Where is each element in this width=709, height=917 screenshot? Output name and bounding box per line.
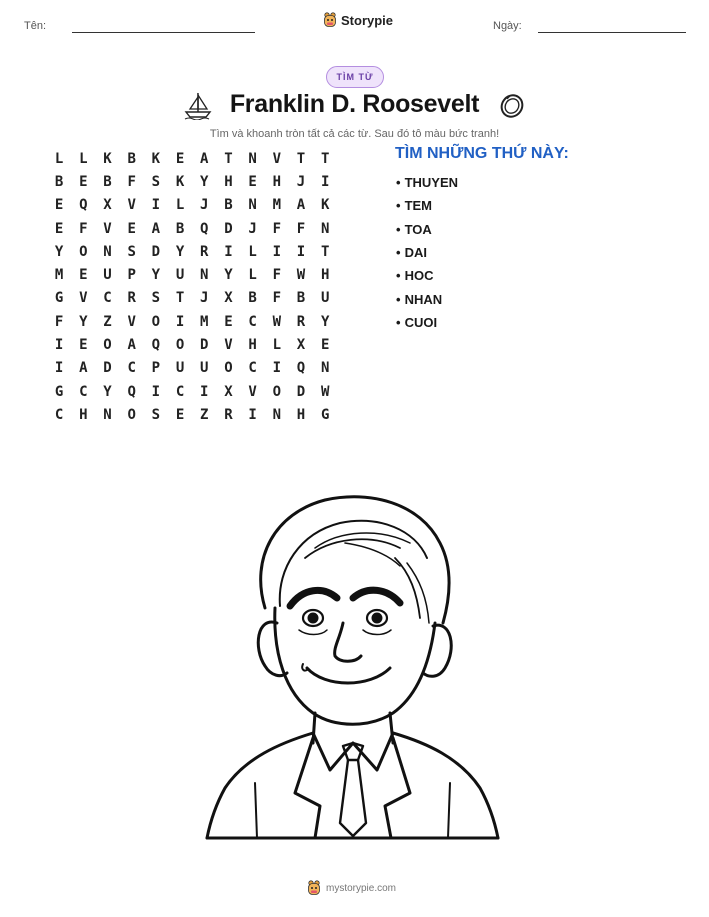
grid-letter: T (320, 243, 330, 260)
grid-letter: D (224, 220, 233, 237)
grid-letter: T (320, 150, 330, 167)
grid-letter: W (320, 383, 330, 400)
grid-letter: R (127, 290, 136, 307)
grid-letter: L (54, 150, 64, 167)
grid-letter: Y (103, 383, 112, 400)
grid-letter: X (224, 383, 233, 400)
grid-letter: V (248, 383, 257, 400)
grid-letter: Y (224, 267, 233, 284)
grid-letter: B (127, 150, 136, 167)
grid-letter: F (54, 313, 64, 330)
grid-letter: R (224, 406, 233, 423)
grid-letter: H (79, 406, 88, 423)
roosevelt-portrait (195, 488, 510, 843)
storypie-logo-icon (323, 12, 337, 28)
grid-letter: G (54, 383, 64, 400)
word-list-item (396, 264, 458, 287)
grid-letter: M (272, 197, 281, 214)
grid-letter: C (103, 290, 112, 307)
grid-letter: U (175, 360, 185, 377)
grid-letter: Y (175, 243, 185, 260)
storypie-logo-icon (307, 880, 321, 896)
grid-letter: V (224, 337, 233, 354)
grid-letter: C (54, 406, 64, 423)
grid-letter: T (175, 290, 185, 307)
bullet-icon: • (396, 268, 401, 284)
grid-letter: J (200, 197, 209, 214)
grid-letter: C (248, 313, 257, 330)
grid-letter: Y (54, 243, 64, 260)
grid-letter: S (127, 243, 136, 260)
grid-letter: E (79, 267, 88, 284)
word-list-item (396, 194, 458, 217)
grid-row (47, 310, 337, 333)
grid-letter: L (248, 243, 257, 260)
grid-letter: N (248, 197, 257, 214)
grid-letter: G (320, 406, 330, 423)
grid-letter: A (200, 150, 209, 167)
grid-letter: I (224, 243, 233, 260)
grid-row (47, 240, 337, 263)
grid-letter: E (79, 337, 88, 354)
grid-letter: W (272, 313, 281, 330)
grid-letter: P (151, 360, 161, 377)
grid-letter: E (175, 150, 185, 167)
word-list (396, 171, 458, 334)
grid-letter: I (320, 173, 330, 190)
grid-letter: X (224, 290, 233, 307)
grid-letter: O (175, 337, 185, 354)
grid-letter: V (79, 290, 88, 307)
grid-letter: N (200, 267, 209, 284)
grid-letter: X (103, 197, 112, 214)
bullet-icon: • (396, 245, 401, 261)
word-list-item (396, 241, 458, 264)
grid-letter: F (296, 220, 306, 237)
grid-letter: Z (200, 406, 209, 423)
grid-letter: U (320, 290, 330, 307)
grid-letter: E (224, 313, 233, 330)
grid-letter: I (272, 360, 281, 377)
grid-letter: R (296, 313, 306, 330)
grid-letter: S (151, 406, 161, 423)
grid-letter: W (296, 267, 306, 284)
grid-letter: Y (151, 267, 161, 284)
word-label: DAI (404, 245, 427, 261)
grid-letter: C (175, 383, 185, 400)
grid-letter: E (175, 406, 185, 423)
grid-letter: F (272, 290, 281, 307)
word-label: THUYEN (404, 175, 459, 191)
bullet-icon: • (396, 198, 401, 214)
grid-letter: I (151, 383, 161, 400)
brand-name: Storypie (341, 12, 394, 28)
grid-letter: K (103, 150, 112, 167)
word-list-item (396, 171, 458, 194)
grid-letter: H (224, 173, 233, 190)
bullet-icon: • (396, 221, 401, 237)
grid-letter: E (127, 220, 136, 237)
bullet-icon: • (396, 291, 401, 307)
grid-letter: Q (200, 220, 209, 237)
word-label: NHAN (404, 291, 443, 307)
grid-letter: Y (79, 313, 88, 330)
name-label: Tên: (24, 20, 47, 32)
grid-letter: G (54, 290, 64, 307)
grid-letter: B (54, 173, 64, 190)
grid-letter: A (79, 360, 88, 377)
grid-row (47, 263, 337, 286)
grid-letter: C (127, 360, 136, 377)
grid-letter: M (200, 313, 209, 330)
grid-letter: K (151, 150, 161, 167)
grid-row (47, 380, 337, 403)
grid-letter: Z (103, 313, 112, 330)
grid-letter: V (127, 197, 136, 214)
grid-row (47, 357, 337, 380)
grid-letter: Y (320, 313, 330, 330)
word-list-title: TÌM NHỮNG THỨ NÀY: (395, 145, 569, 162)
word-list-item (396, 287, 458, 310)
grid-letter: L (79, 150, 88, 167)
grid-row (47, 287, 337, 310)
grid-letter: K (320, 197, 330, 214)
grid-letter: D (103, 360, 112, 377)
bullet-icon: • (396, 314, 401, 330)
grid-letter: O (224, 360, 233, 377)
date-label: Ngày: (493, 20, 522, 32)
grid-letter: O (79, 243, 88, 260)
grid-row (47, 403, 337, 426)
grid-letter: H (320, 267, 330, 284)
word-search-grid (47, 147, 337, 427)
grid-letter: V (127, 313, 136, 330)
grid-letter: L (272, 337, 281, 354)
grid-letter: T (224, 150, 233, 167)
grid-letter: B (296, 290, 306, 307)
grid-letter: F (79, 220, 88, 237)
grid-letter: B (103, 173, 112, 190)
word-label: TOA (404, 221, 432, 237)
date-line (538, 32, 686, 33)
ring-icon (497, 90, 527, 120)
grid-letter: S (151, 173, 161, 190)
word-list-item (396, 311, 458, 334)
grid-letter: Q (79, 197, 88, 214)
instructions: Tìm và khoanh tròn tất cả các từ. Sau đó tô màu bức tranh! (209, 128, 500, 140)
grid-letter: U (175, 267, 185, 284)
grid-letter: N (272, 406, 281, 423)
grid-letter: N (103, 243, 112, 260)
grid-letter: I (248, 406, 257, 423)
grid-letter: U (103, 267, 112, 284)
grid-letter: H (296, 406, 306, 423)
grid-letter: E (248, 173, 257, 190)
grid-letter: I (54, 337, 64, 354)
grid-letter: F (272, 267, 281, 284)
grid-letter: B (175, 220, 185, 237)
grid-letter: R (200, 243, 209, 260)
grid-letter: A (127, 337, 136, 354)
grid-letter: O (272, 383, 281, 400)
activity-badge: TÌM TỪ (326, 66, 384, 88)
grid-row (47, 333, 337, 356)
footer (307, 880, 396, 896)
grid-row (47, 194, 337, 217)
grid-letter: P (127, 267, 136, 284)
page-title: Franklin D. Roosevelt (229, 90, 480, 118)
grid-letter: C (79, 383, 88, 400)
grid-letter: L (175, 197, 185, 214)
word-list-item (396, 218, 458, 241)
word-label: CUOI (404, 314, 438, 330)
grid-row (47, 217, 337, 240)
grid-letter: J (296, 173, 306, 190)
grid-row (47, 170, 337, 193)
grid-letter: E (54, 197, 64, 214)
bullet-icon: • (396, 175, 401, 191)
grid-letter: X (296, 337, 306, 354)
grid-letter: Q (296, 360, 306, 377)
grid-letter: A (296, 197, 306, 214)
brand-logo (323, 12, 393, 28)
grid-letter: E (79, 173, 88, 190)
grid-letter: H (272, 173, 281, 190)
grid-letter: I (272, 243, 281, 260)
grid-letter: K (175, 173, 185, 190)
grid-letter: N (320, 360, 330, 377)
grid-letter: B (224, 197, 233, 214)
grid-letter: J (200, 290, 209, 307)
word-label: TEM (404, 198, 433, 214)
grid-letter: J (248, 220, 257, 237)
grid-letter: D (200, 337, 209, 354)
grid-letter: O (103, 337, 112, 354)
grid-letter: I (296, 243, 306, 260)
grid-letter: V (103, 220, 112, 237)
grid-letter: O (127, 406, 136, 423)
grid-letter: A (151, 220, 161, 237)
grid-letter: I (175, 313, 185, 330)
grid-letter: E (320, 337, 330, 354)
grid-row (47, 147, 337, 170)
grid-letter: E (54, 220, 64, 237)
grid-letter: U (200, 360, 209, 377)
grid-letter: H (248, 337, 257, 354)
grid-letter: C (248, 360, 257, 377)
grid-letter: D (296, 383, 306, 400)
grid-letter: N (103, 406, 112, 423)
grid-letter: B (248, 290, 257, 307)
footer-url: mystorypie.com (326, 882, 397, 894)
grid-letter: V (272, 150, 281, 167)
word-label: HOC (404, 268, 434, 284)
grid-letter: L (248, 267, 257, 284)
grid-letter: I (151, 197, 161, 214)
grid-letter: I (54, 360, 64, 377)
grid-letter: Q (151, 337, 161, 354)
name-line (72, 32, 255, 33)
grid-letter: O (151, 313, 161, 330)
grid-letter: F (127, 173, 136, 190)
grid-letter: N (320, 220, 330, 237)
grid-letter: Y (200, 173, 209, 190)
grid-letter: D (151, 243, 161, 260)
grid-letter: T (296, 150, 306, 167)
grid-letter: S (151, 290, 161, 307)
grid-letter: N (248, 150, 257, 167)
grid-letter: F (272, 220, 281, 237)
grid-letter: I (200, 383, 209, 400)
grid-letter: Q (127, 383, 136, 400)
grid-letter: M (54, 267, 64, 284)
